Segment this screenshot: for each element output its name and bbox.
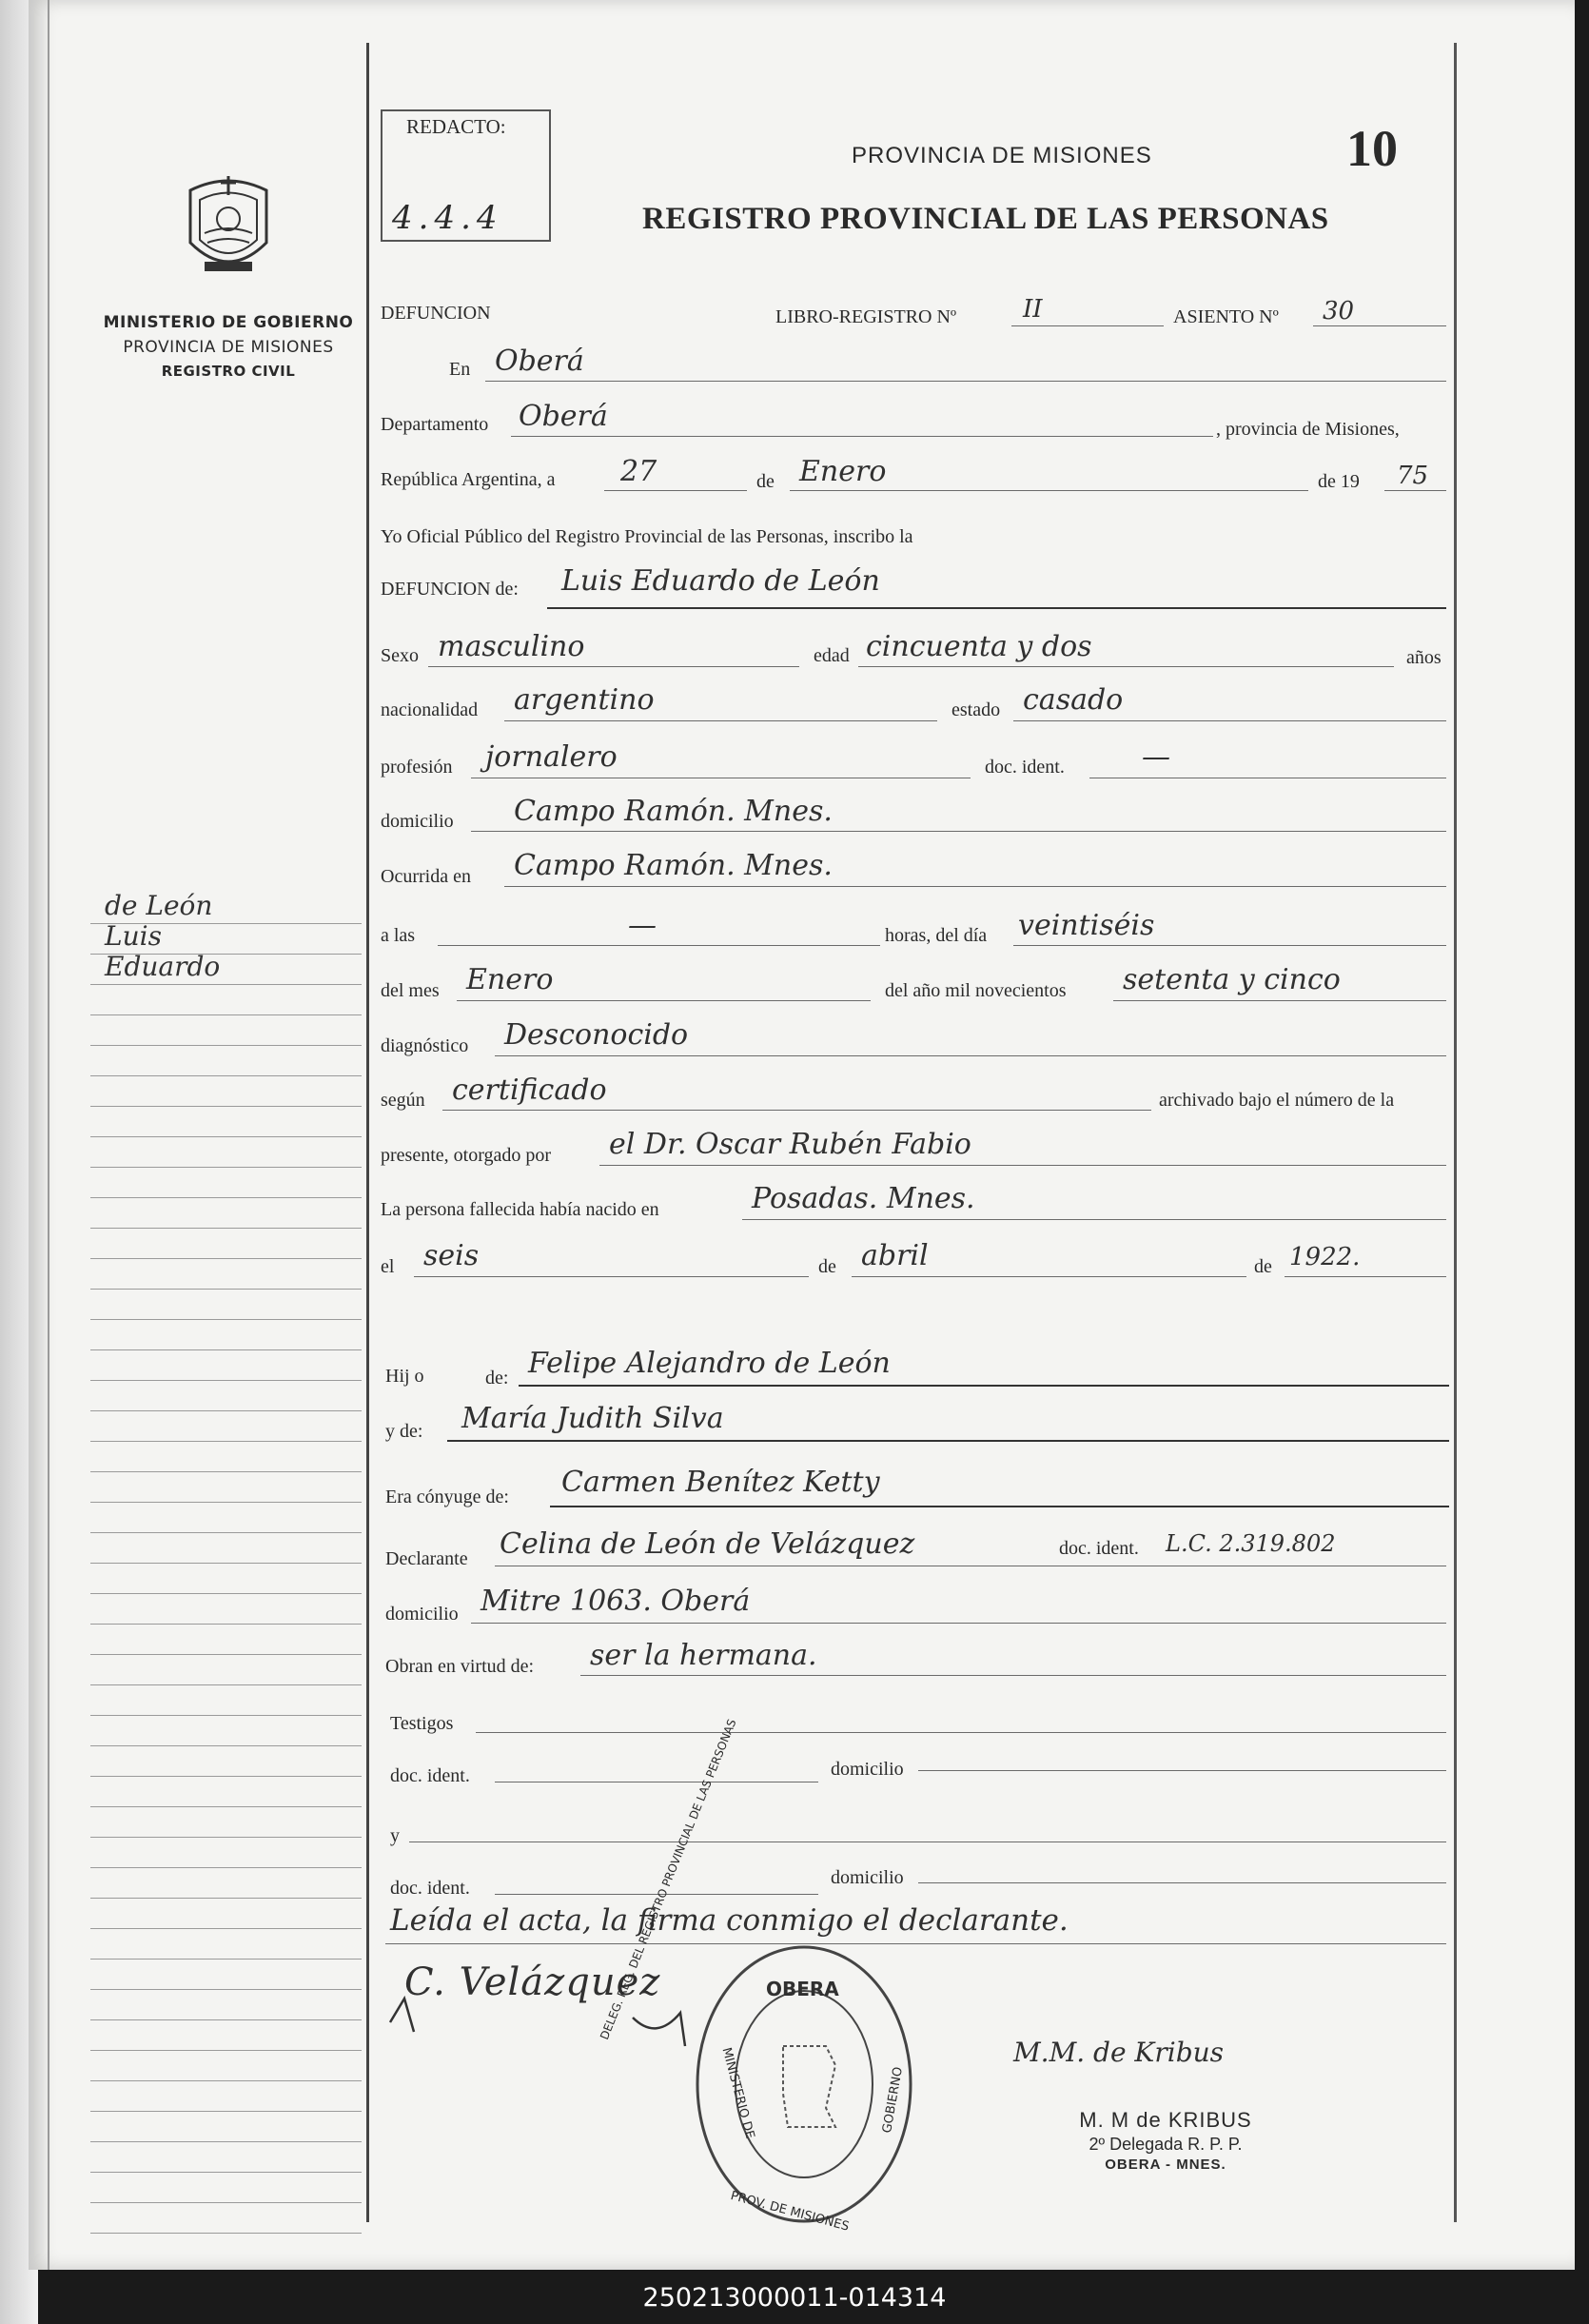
margin-line (90, 1502, 362, 1503)
closing-statement: Leída el acta, la firma conmigo el declarante. (390, 1903, 1069, 1938)
margin-line (90, 1167, 362, 1168)
domicilio-label: domicilio (381, 811, 454, 832)
doc-ident-label: doc. ident. (985, 757, 1065, 778)
a-las-label: a las (381, 925, 416, 946)
diagnostico-label: diagnóstico (381, 1035, 469, 1056)
official-place: OBERA - MNES. (1105, 2157, 1226, 2173)
stamp-inner-left: MINISTERIO DE (718, 2046, 757, 2141)
margin-line (90, 1593, 362, 1594)
obran-label: Obran en virtud de: (385, 1656, 535, 1677)
edad-value: cincuenta y dos (866, 630, 1092, 663)
official-name: M. M de KRIBUS (1079, 2108, 1252, 2132)
margin-line (90, 1837, 362, 1838)
witness2-dom-label: domicilio (831, 1867, 904, 1888)
margin-line (90, 1106, 362, 1107)
spouse-line (550, 1506, 1449, 1507)
departamento-line (511, 436, 1213, 437)
libro-value: II (1023, 295, 1043, 324)
margin-line (90, 1532, 362, 1533)
sexo-value: masculino (438, 630, 585, 663)
margin-line (90, 1624, 362, 1625)
declarante-domicilio-label: domicilio (385, 1604, 459, 1625)
otorgado-label: presente, otorgado por (381, 1145, 552, 1166)
act-type-label: DEFUNCION (381, 303, 491, 324)
margin-line (90, 1959, 362, 1960)
death-day: veintiséis (1018, 909, 1155, 942)
signature-flourish-icon (385, 1965, 699, 2051)
registration-day: 27 (620, 455, 657, 488)
declarante-doc-value: L.C. 2.319.802 (1166, 1530, 1336, 1557)
domicilio-line (471, 831, 1446, 832)
image-id-footer: 250213000011-014314 (642, 2283, 947, 2313)
birth-place: Posadas. Mnes. (752, 1182, 975, 1215)
margin-line (90, 1014, 362, 1015)
margin-line (90, 1319, 362, 1320)
witness1-dom-label: domicilio (831, 1759, 904, 1780)
stamp-inner-right: GOBIERNO (880, 2065, 906, 2135)
asiento-line (1313, 325, 1446, 326)
edad-line (858, 666, 1394, 667)
ocurrida-value: Campo Ramón. Mnes. (514, 849, 833, 882)
birth-month-line (852, 1276, 1246, 1277)
obran-value: ser la hermana. (590, 1639, 817, 1672)
death-year: setenta y cinco (1123, 963, 1341, 996)
redacto-value: 4.4.4 (392, 199, 503, 237)
birth-day: seis (423, 1239, 480, 1272)
en-label: En (449, 359, 471, 380)
diagnostico-value: Desconocido (504, 1018, 689, 1052)
margin-line (90, 1471, 362, 1472)
stamp-bottom-text: PROV. DE MISIONES (729, 2189, 851, 2235)
spouse-name: Carmen Benítez Ketty (561, 1466, 880, 1499)
ministry-label: MINISTERIO DE GOBIERNO (103, 313, 354, 332)
registration-year: 75 (1397, 462, 1429, 490)
margin-line (90, 1136, 362, 1137)
otorgado-value: el Dr. Oscar Rubén Fabio (609, 1128, 971, 1161)
margin-note: Eduardo (105, 951, 221, 982)
margin-line (90, 1715, 362, 1716)
testigos-line (476, 1732, 1446, 1733)
margin-line (90, 1898, 362, 1899)
mother-name: María Judith Silva (461, 1402, 724, 1435)
profesion-label: profesión (381, 757, 453, 778)
death-month-line (457, 1000, 871, 1001)
margin-notes-lines (90, 890, 362, 2263)
witness1-doc-label: doc. ident. (390, 1765, 470, 1786)
margin-line (90, 1745, 362, 1746)
estado-line (1013, 720, 1446, 721)
deceased-name-line (547, 607, 1446, 609)
nacionalidad-line (504, 720, 937, 721)
witness1-dom-line (918, 1770, 1446, 1771)
republica-label: República Argentina, a (381, 469, 556, 490)
page-number: 10 (1346, 120, 1398, 177)
province-label: PROVINCIA DE MISIONES (123, 338, 334, 357)
province-heading: PROVINCIA DE MISIONES (852, 143, 1152, 168)
margin-line (90, 951, 362, 985)
margin-line (90, 1228, 362, 1229)
birth-day-line (414, 1276, 809, 1277)
en-line (485, 381, 1446, 382)
birth-year: 1922. (1289, 1243, 1361, 1271)
death-day-line (1013, 945, 1446, 946)
el-label: el (381, 1256, 395, 1277)
archivado-label: archivado bajo el número de la (1159, 1090, 1395, 1111)
a-las-line (438, 945, 880, 946)
hijo-label: Hij o (385, 1366, 424, 1387)
domicilio-value: Campo Ramón. Mnes. (514, 795, 833, 828)
segun-value: certificado (452, 1073, 607, 1107)
margin-line (90, 1563, 362, 1564)
declarante-signature: C. Velázquez (404, 1960, 661, 2004)
registry-title: REGISTRO PROVINCIAL DE LAS PERSONAS (642, 202, 1329, 236)
diagnostico-line (495, 1055, 1446, 1056)
margin-line (90, 1380, 362, 1381)
margin-line (90, 1349, 362, 1350)
declarante-label: Declarante (385, 1548, 468, 1569)
edad-label: edad (814, 645, 850, 666)
page-gutter-line (48, 0, 49, 2270)
otorgado-line (599, 1165, 1446, 1166)
declarante-domicilio-line (471, 1623, 1446, 1624)
witness2-line (409, 1841, 1446, 1842)
margin-line (90, 1197, 362, 1198)
month-line (790, 490, 1308, 491)
deceased-name: Luis Eduardo de León (561, 564, 880, 598)
obran-line (580, 1675, 1446, 1676)
official-signature-block (1042, 2108, 1289, 2173)
oficial-text: Yo Oficial Público del Registro Provincial de las Personas, inscribo la (381, 526, 913, 547)
departamento-value: Oberá (519, 400, 608, 433)
margin-line (90, 1806, 362, 1807)
declarante-name: Celina de León de Velázquez (500, 1527, 915, 1561)
witness2-doc-label: doc. ident. (390, 1878, 470, 1899)
asiento-value: 30 (1323, 297, 1355, 325)
declarante-doc-label: doc. ident. (1059, 1538, 1139, 1559)
year-prefix: de 19 (1318, 471, 1360, 492)
father-line (519, 1385, 1449, 1387)
margin-line (90, 2050, 362, 2051)
margin-line (90, 1258, 362, 1259)
conyuge-label: Era cónyuge de: (385, 1487, 509, 1507)
asiento-label: ASIENTO Nº (1173, 306, 1279, 327)
hijo-de-label: de: (485, 1368, 509, 1388)
year-line (1384, 490, 1446, 491)
doc-ident-value: — (1142, 740, 1170, 774)
estado-value: casado (1023, 683, 1124, 717)
margin-note: de León (105, 890, 213, 921)
registration-month: Enero (799, 455, 887, 488)
de-label: de (756, 471, 775, 492)
margin-line (90, 2111, 362, 2112)
departamento-label: Departamento (381, 414, 489, 435)
birth-de-label: de (818, 1256, 836, 1277)
margin-line (90, 1410, 362, 1411)
redacto-label: REDACTO: (406, 115, 506, 138)
margin-line (90, 1045, 362, 1046)
margin-line (90, 1684, 362, 1685)
margin-line (90, 1441, 362, 1442)
margin-line (90, 2019, 362, 2020)
father-name: Felipe Alejandro de León (528, 1347, 891, 1380)
segun-label: según (381, 1090, 425, 1111)
provincial-seal-icon (171, 171, 285, 286)
ocurrida-line (504, 886, 1446, 887)
margin-line (90, 1075, 362, 1076)
margin-line (90, 1989, 362, 1990)
day-line (604, 490, 747, 491)
margin-note: Luis (105, 920, 162, 952)
profesion-value: jornalero (485, 740, 618, 774)
libro-label: LIBRO-REGISTRO Nº (775, 306, 957, 327)
death-year-line (1113, 1000, 1446, 1001)
left-header (95, 171, 362, 380)
sexo-line (428, 666, 799, 667)
nacionalidad-label: nacionalidad (381, 699, 479, 720)
witness2-dom-line (918, 1882, 1446, 1883)
provincia-suffix: , provincia de Misiones, (1216, 419, 1400, 440)
margin-line (90, 2141, 362, 2142)
y-label: y (390, 1825, 400, 1846)
anio-mil-label: del año mil novecientos (885, 980, 1067, 1001)
margin-line (90, 2202, 362, 2203)
official-handwritten-signature: M.M. de Kribus (1013, 2037, 1225, 2068)
margin-line (90, 2233, 362, 2234)
death-month: Enero (466, 963, 554, 996)
nacionalidad-value: argentino (514, 683, 655, 717)
redacto-box (381, 109, 551, 242)
birth-month: abril (861, 1239, 929, 1272)
sexo-label: Sexo (381, 645, 419, 666)
horas-label: horas, del día (885, 925, 988, 946)
margin-line (90, 1867, 362, 1868)
birth-place-line (742, 1219, 1446, 1220)
margin-line (90, 2172, 362, 2173)
a-las-value: — (628, 909, 657, 942)
ocurrida-label: Ocurrida en (381, 866, 471, 887)
testigos-label: Testigos (390, 1713, 454, 1734)
registry-label: REGISTRO CIVIL (161, 363, 296, 380)
birth-year-label: de (1254, 1256, 1272, 1277)
birth-year-line (1285, 1276, 1446, 1277)
official-title: 2º Delegada R. P. P. (1089, 2135, 1243, 2154)
margin-line (90, 1654, 362, 1655)
mother-line (447, 1440, 1449, 1442)
defuncion-de-label: DEFUNCION de: (381, 579, 519, 600)
declarante-domicilio-value: Mitre 1063. Oberá (481, 1585, 751, 1618)
en-value: Oberá (495, 345, 584, 378)
y-de-label: y de: (385, 1421, 423, 1442)
estado-label: estado (951, 699, 1001, 720)
margin-line (90, 2080, 362, 2081)
margin-line (90, 1289, 362, 1290)
del-mes-label: del mes (381, 980, 440, 1001)
segun-line (442, 1110, 1151, 1111)
margin-line (90, 1776, 362, 1777)
margin-line (90, 1928, 362, 1929)
nacido-label: La persona fallecida había nacido en (381, 1199, 659, 1220)
anios-label: años (1406, 647, 1442, 668)
stamp-top-text: OBERA (766, 1978, 839, 2000)
libro-line (1011, 325, 1164, 326)
